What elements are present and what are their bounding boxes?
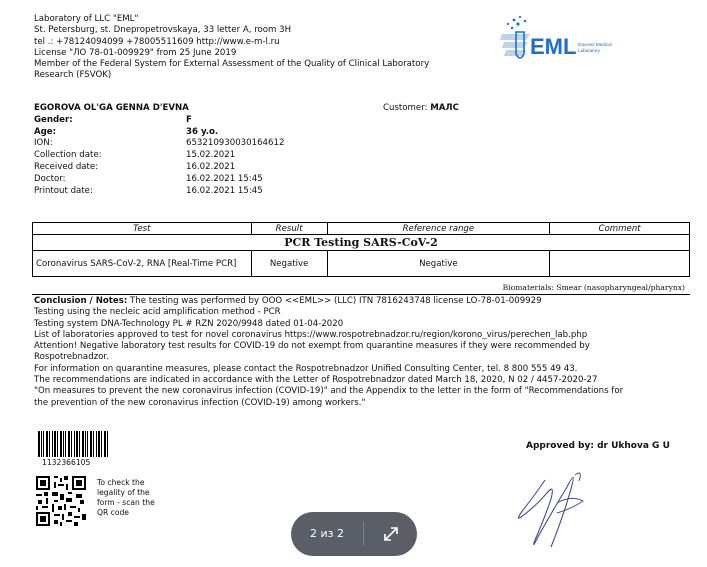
signature xyxy=(505,455,615,555)
conclusion-line: Testing system DNA-Technology PL # RZN 2020/9948 dated 01-04-2020 xyxy=(34,318,344,329)
field-label: Printout date: xyxy=(34,185,93,196)
conclusion-line: "On measures to prevent the new coronavirus infection (COVID-19)" and the Appendix to the letter in the form of "Recommendations for xyxy=(34,386,624,397)
conclusion-line: For information on quarantine measures, please contact the Rospotrebnadzor Unified Consulting Center, tel. 8 800 555 49 43. xyxy=(34,363,578,374)
conclusion-line: The recommendations are indicated in accordance with the Letter of Rospotrebnadzor dated March 18, 2020, N 02 / 4457-2020-27 xyxy=(34,375,598,386)
field-value: F xyxy=(186,114,192,125)
column-header: Comment xyxy=(550,223,690,235)
comment xyxy=(550,251,690,277)
viewer-pager xyxy=(291,512,417,556)
conclusion-line: List of laboratories approved to test for novel coronavirus https://www.rospotrebnadzor.ru/region/korono_virus/perechen_lab.php xyxy=(34,329,588,340)
lab-line: tel .: +78124094099 +78005511609 http://www.e-m-l.ru xyxy=(34,36,280,47)
conclusion-line: Testing using the necleic acid amplification method - PCR xyxy=(34,307,281,318)
field-value: 653210930030164612 xyxy=(186,138,285,149)
barcode xyxy=(38,431,108,457)
section-title: PCR Testing SARS-CoV-2 xyxy=(33,235,690,251)
customer-value: МАЛС xyxy=(430,103,459,113)
qr-line: QR code xyxy=(97,508,129,517)
expand-button[interactable] xyxy=(364,512,417,556)
expand-icon xyxy=(383,526,399,542)
customer-label: Customer: xyxy=(383,103,428,113)
field-label: ION: xyxy=(34,138,53,149)
test-name: Coronavirus SARS-CoV-2, RNA [Real-Time PCR] xyxy=(33,251,252,277)
results-table xyxy=(32,222,690,277)
divider xyxy=(32,294,690,295)
lab-line: St. Petersburg, st. Dnepropetrovskaya, 33 letter A, room 3H xyxy=(34,25,292,36)
lab-line: Member of the Federal System for External Assessment of the Quality of Clinical Laboratory xyxy=(34,59,430,70)
conclusion xyxy=(34,296,690,409)
conclusion-line: Attention! Negative laboratory test results for COVID-19 do not exempt from quarantine measures if they were recommended by xyxy=(34,341,590,352)
column-header: Reference range xyxy=(327,223,550,235)
patient-name: EGOROVA OL'GA GENNA D'EVNA xyxy=(34,103,189,113)
barcode-number: 1132366105 xyxy=(42,458,91,467)
field-label: Doctor: xyxy=(34,173,66,184)
approval xyxy=(526,441,670,451)
lab-line: Research (FSVOK) xyxy=(34,70,112,81)
eml-logo xyxy=(494,14,624,74)
lab-header xyxy=(34,14,504,82)
column-header: Test xyxy=(33,223,252,235)
field-label: Age: xyxy=(34,126,57,137)
qr-line: form - scan the xyxy=(97,498,155,507)
qr-line: legality of the xyxy=(97,488,150,497)
field-value: 16.02.2021 15:45 xyxy=(186,185,263,196)
field-label: Gender: xyxy=(34,114,73,125)
field-label: Collection date: xyxy=(34,150,102,161)
field-label: Received date: xyxy=(34,161,99,172)
field-value: 15.02.2021 xyxy=(186,150,236,161)
field-value: 16.02.2021 xyxy=(186,161,236,172)
conclusion-line: The testing was performed by OOO <<EML>> (LLC) ITN 7816243748 license LO-78-01-009929 xyxy=(127,296,542,306)
lab-line: Laboratory of LLC "EML" xyxy=(34,14,139,24)
table-header-row xyxy=(33,223,690,235)
test-result: Negative xyxy=(251,251,327,277)
logo-subtext: Laboratory xyxy=(578,48,600,53)
approved-label: Approved by: xyxy=(526,441,594,451)
lab-line: License "ЛО 78-01-009929" from 25 June 2019 xyxy=(34,47,237,58)
logo-subtext: Express Medical xyxy=(578,42,612,47)
section-row xyxy=(33,235,690,251)
reference-range: Negative xyxy=(327,251,550,277)
field-value: 16.02.2021 15:45 xyxy=(186,173,263,184)
conclusion-line: the prevention of the new coronavirus infection (COVID-19) among workers." xyxy=(34,397,366,408)
field-value: 36 y.o. xyxy=(186,126,219,137)
table-row xyxy=(33,251,690,277)
approved-name: dr Ukhova G U xyxy=(597,441,670,451)
biomaterials: Biomaterials: Smear (nasopharyngeal/pharynx) xyxy=(502,283,685,292)
customer xyxy=(383,103,459,113)
column-header: Result xyxy=(251,223,327,235)
qr-instructions xyxy=(97,478,177,518)
page-indicator: 2 из 2 xyxy=(310,527,344,540)
logo-text: EML xyxy=(530,34,577,59)
qr-code xyxy=(36,476,86,526)
conclusion-line: Rospotrebnadzor. xyxy=(34,352,109,363)
qr-line: To check the xyxy=(97,478,145,487)
conclusion-label: Conclusion / Notes: xyxy=(34,296,128,306)
